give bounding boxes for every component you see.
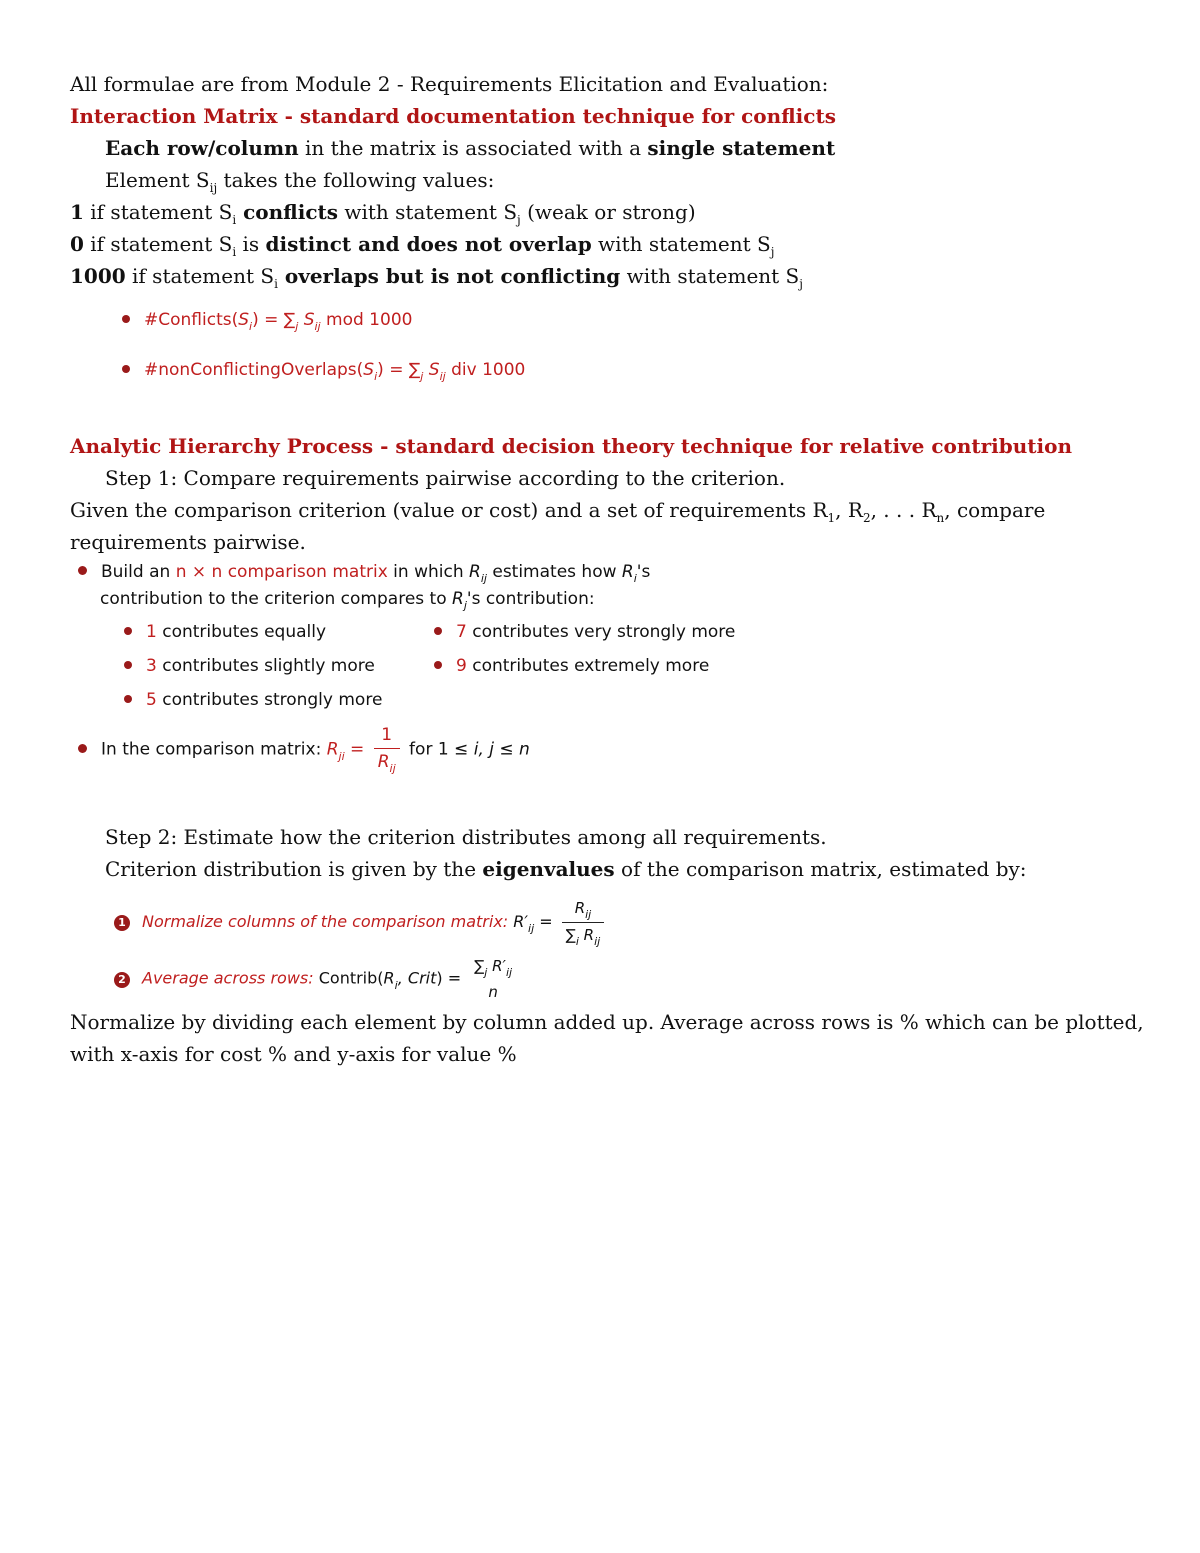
- bullet-icon: [78, 744, 87, 753]
- step2-line: Step 2: Estimate how the criterion distributes among all requirements.: [105, 825, 827, 849]
- norm-num-sub: ij: [585, 908, 592, 921]
- build-ri: R: [621, 562, 634, 582]
- value-1000-num: 1000: [70, 264, 126, 288]
- summary-line-1: Normalize by dividing each element by column added up. Average across rows is % which can be plotted,: [70, 1010, 1144, 1034]
- f1-lhs: #Conflicts(: [144, 310, 239, 330]
- crit-b: of the comparison matrix, estimated by:: [614, 857, 1027, 881]
- value-0-bold: distinct and does not overlap: [265, 232, 592, 256]
- f2-sij-sub: ij: [439, 370, 446, 383]
- build-rj-sub: j: [463, 599, 467, 612]
- build-rij: R: [469, 562, 481, 582]
- value-1-text-b: with statement S: [338, 200, 518, 224]
- build-d: 's: [636, 562, 651, 582]
- norm-den-sub: i: [575, 935, 579, 948]
- build-rij-sub: ij: [480, 572, 487, 585]
- crit-a: Criterion distribution is given by the: [105, 857, 483, 881]
- norm-num-r: R: [574, 899, 586, 917]
- scale-num: 3: [146, 656, 157, 676]
- frac-num: 1: [381, 725, 393, 745]
- avg-eq: ) =: [436, 968, 467, 988]
- value-1000-sub-i: i: [274, 277, 278, 291]
- scale-text: contributes very strongly more: [466, 622, 736, 642]
- value-1000-bold: overlaps but is not conflicting: [277, 264, 621, 288]
- f1-sij-sub: ij: [314, 320, 321, 333]
- bullet-icon: [434, 661, 442, 669]
- avg-num-r: R′: [487, 957, 506, 975]
- value-1-num: 1: [70, 200, 84, 224]
- f1-mid: ) = ∑: [252, 310, 296, 330]
- reciprocal-formula-line: [78, 722, 530, 777]
- build-b: in which: [387, 562, 470, 582]
- f1-rhs: mod 1000: [320, 310, 413, 330]
- value-1000-text-b: with statement S: [620, 264, 800, 288]
- avg-crit: , Crit: [397, 968, 437, 988]
- norm-lhs-sub: ij: [528, 922, 535, 935]
- f2-rhs: div 1000: [445, 360, 526, 380]
- normalize-step: [114, 896, 608, 949]
- value-1000-text-a: if statement S: [125, 264, 275, 288]
- given-line-2: requirements pairwise.: [70, 530, 306, 554]
- scale-num: 7: [456, 622, 467, 642]
- value-0-sub-i: i: [232, 245, 237, 259]
- value-1000-line: [70, 262, 803, 293]
- inmatrix-b: for 1 ≤: [403, 739, 474, 760]
- row-column-mid: in the matrix is associated with a: [298, 136, 648, 160]
- value-0-num: 0: [70, 232, 84, 256]
- scale-item: [124, 620, 326, 644]
- average-fraction: [470, 954, 516, 1004]
- scale-item: [124, 654, 375, 678]
- build-line2-b: 's contribution:: [466, 589, 595, 609]
- given-sn: n: [936, 511, 945, 525]
- avg-den: n: [488, 983, 498, 1001]
- norm-den-r: R: [578, 926, 595, 944]
- avg-num-r-sub: ij: [505, 966, 513, 979]
- avg-lhs: Contrib(: [313, 968, 384, 988]
- inmatrix-a: In the comparison matrix:: [101, 739, 327, 760]
- given-b: , R: [835, 498, 863, 522]
- value-1000-sub-j: j: [799, 277, 803, 291]
- given-s2: 2: [862, 511, 871, 525]
- f2-si: S: [363, 360, 375, 380]
- average-label: Average across rows:: [142, 968, 314, 988]
- build-ri-sub: i: [633, 572, 637, 585]
- criterion-line: [105, 855, 1027, 883]
- element-sij-line: [105, 166, 494, 197]
- norm-den-sum: ∑: [565, 926, 576, 944]
- normalize-fraction: [562, 896, 605, 949]
- inmatrix-n: n: [519, 739, 530, 760]
- element-post: takes the following values:: [217, 168, 495, 192]
- value-0-line: [70, 230, 774, 261]
- norm-eq: =: [534, 912, 558, 931]
- value-0-sub-j: j: [770, 245, 775, 259]
- scale-text: contributes equally: [156, 622, 327, 642]
- element-sub: ij: [209, 181, 218, 195]
- frac-den-sub: ij: [389, 762, 396, 775]
- f1-sij: S: [298, 310, 315, 330]
- build-a: Build an: [101, 562, 176, 582]
- scale-item: [434, 620, 735, 644]
- conflicts-formula: [122, 308, 412, 334]
- normalize-label: Normalize columns of the comparison matrix:: [142, 912, 509, 931]
- step-2-icon: 2: [114, 972, 130, 988]
- value-0-text-c: with statement S: [591, 232, 771, 256]
- frac-den: [374, 748, 400, 777]
- non-conflicting-overlaps-formula: [122, 358, 525, 384]
- reciprocal-fraction: [374, 722, 400, 777]
- value-1-text-a: if statement S: [83, 200, 233, 224]
- bullet-icon: [122, 315, 130, 323]
- bullet-icon: [124, 661, 132, 669]
- row-column-line: [105, 134, 835, 162]
- bullet-icon: [124, 695, 132, 703]
- row-column-bold: Each row/column: [105, 136, 299, 160]
- summary-line-2: with x-axis for cost % and y-axis for value %: [70, 1042, 517, 1066]
- norm-lhs: R′: [513, 912, 529, 931]
- f2-lhs: #nonConflictingOverlaps(: [144, 360, 364, 380]
- bullet-icon: [124, 627, 132, 635]
- value-0-text-b: is: [236, 232, 266, 256]
- value-1-line: [70, 198, 696, 229]
- f2-sij: S: [423, 360, 440, 380]
- given-line: [70, 496, 1045, 527]
- build-matrix-line-2: [100, 587, 595, 613]
- f2-mid: ) = ∑: [377, 360, 421, 380]
- given-d: , compare: [944, 498, 1046, 522]
- avg-ri: R: [383, 968, 395, 988]
- f1-sum-sub: j: [295, 320, 299, 333]
- value-0-text-a: if statement S: [83, 232, 233, 256]
- given-c: , . . . R: [870, 498, 937, 522]
- step-1-icon: 1: [114, 915, 130, 931]
- inmatrix-ij: i, j: [473, 739, 494, 760]
- norm-den: [562, 922, 605, 949]
- intro-line: All formulae are from Module 2 - Requirements Elicitation and Evaluation:: [70, 72, 829, 96]
- inmatrix-rji: R: [326, 739, 339, 760]
- single-statement-bold: single statement: [647, 136, 836, 160]
- value-1-sub-i: i: [232, 213, 237, 227]
- scale-text: contributes strongly more: [156, 690, 383, 710]
- avg-num: [470, 954, 516, 980]
- norm-num: [562, 896, 605, 922]
- build-line2-a: contribution to the criterion compares to: [100, 589, 453, 609]
- ahp-heading: Analytic Hierarchy Process - standard decision theory technique for relative contribution: [70, 434, 1073, 458]
- scale-item: [434, 654, 709, 678]
- inmatrix-c: ≤: [493, 739, 520, 760]
- scale-item: [124, 688, 382, 712]
- scale-num: 5: [146, 690, 157, 710]
- bullet-icon: [78, 566, 87, 575]
- value-1-sub-j: j: [517, 213, 521, 227]
- inmatrix-rji-sub: ji: [338, 749, 345, 763]
- frac-den-r: R: [377, 752, 390, 772]
- norm-den-r-sub: ij: [594, 935, 601, 948]
- inmatrix-eq: =: [344, 739, 370, 760]
- f1-si: S: [238, 310, 250, 330]
- bullet-icon: [122, 365, 130, 373]
- element-pre: Element S: [105, 168, 210, 192]
- bullet-icon: [434, 627, 442, 635]
- build-rj: R: [452, 589, 464, 609]
- f1-si-sub: i: [249, 320, 253, 333]
- avg-num-sum: ∑: [474, 957, 485, 975]
- scale-text: contributes extremely more: [466, 656, 710, 676]
- scale-text: contributes slightly more: [156, 656, 375, 676]
- build-nxn: n × n comparison matrix: [175, 562, 388, 582]
- avg-num-sub: j: [484, 966, 488, 979]
- f2-si-sub: i: [374, 370, 378, 383]
- given-a: Given the comparison criterion (value or cost) and a set of requirements R: [70, 498, 828, 522]
- build-c: estimates how: [486, 562, 622, 582]
- value-1-bold: conflicts: [236, 200, 338, 224]
- scale-num: 1: [146, 622, 157, 642]
- f2-sum-sub: j: [420, 370, 424, 383]
- given-s1: 1: [827, 511, 836, 525]
- average-step: [114, 954, 520, 1004]
- value-1-text-c: (weak or strong): [520, 200, 696, 224]
- avg-ri-sub: i: [394, 978, 398, 992]
- crit-bold: eigenvalues: [482, 857, 615, 881]
- build-matrix-line: [78, 560, 650, 586]
- scale-num: 9: [456, 656, 467, 676]
- interaction-matrix-heading: Interaction Matrix - standard documentation technique for conflicts: [70, 104, 836, 128]
- step1-line: Step 1: Compare requirements pairwise according to the criterion.: [105, 466, 786, 490]
